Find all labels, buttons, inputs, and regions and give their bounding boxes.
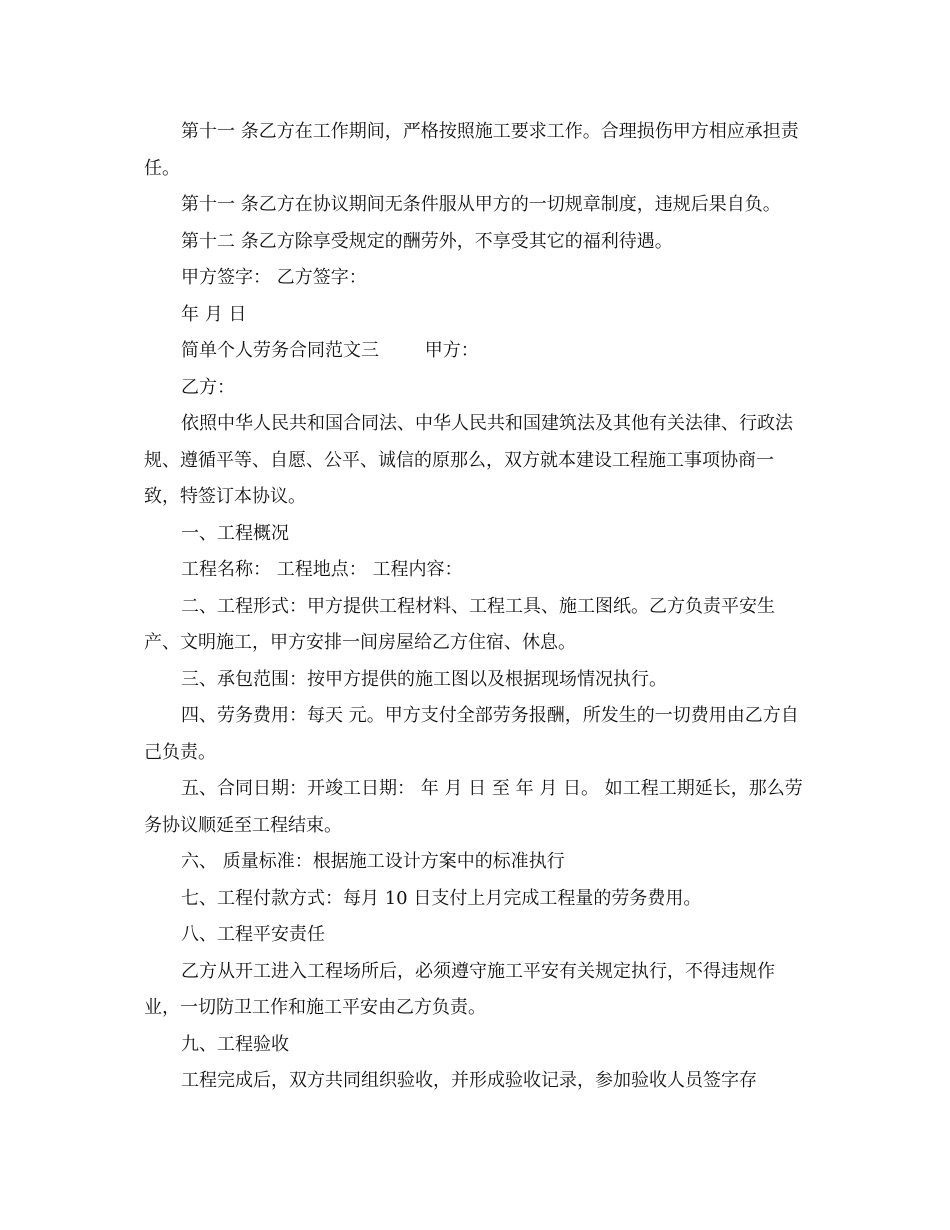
contract-title-line: 简单个人劳务合同范文三 甲方： bbox=[181, 340, 479, 361]
clause-11-work-requirements: 第十一 条乙方在工作期间，严格按照施工要求工作。合理损伤甲方相应承担责任。 bbox=[144, 121, 799, 179]
section-heading-overview: 一、工程概况 bbox=[181, 522, 289, 544]
section-quality-standard: 六、 质量标准：根据施工设计方案中的标准执行 bbox=[181, 851, 565, 872]
section-labor-fees: 四、劳务费用：每天 元。甲方支付全部劳务报酬，所发生的一切费用由乙方自己负责。 bbox=[144, 705, 799, 763]
preamble-paragraph: 依照中华人民共和国合同法、中华人民共和国建筑法及其他有关法律、行政法规、遵循平等、自愿、公平、诚信的原那么，双方就本建设工程施工事项协商一致，特签订本协议。 bbox=[144, 413, 793, 507]
project-fields-line: 工程名称： 工程地点： 工程内容： bbox=[181, 559, 463, 580]
section-contract-scope: 三、承包范围：按甲方提供的施工图以及根据现场情况执行。 bbox=[181, 668, 667, 690]
date-line: 年 月 日 bbox=[181, 303, 247, 325]
signature-line: 甲方签字： 乙方签字： bbox=[181, 267, 367, 288]
clause-12-benefits: 第十二 条乙方除享受规定的酬劳外，不享受其它的福利待遇。 bbox=[181, 230, 673, 252]
section-heading-safety: 八、工程平安责任 bbox=[181, 924, 325, 945]
section-payment-method: 七、工程付款方式：每月 10 日支付上月完成工程量的劳务费用。 bbox=[181, 887, 702, 909]
acceptance-paragraph: 工程完成后，双方共同组织验收，并形成验收记录，参加验收人员签字存 bbox=[181, 1070, 757, 1091]
clause-11-rules-compliance: 第十一 条乙方在协议期间无条件服从甲方的一切规章制度，违规后果自负。 bbox=[181, 194, 781, 215]
section-project-form: 二、工程形式：甲方提供工程材料、工程工具、施工图纸。乙方负责平安生产、文明施工，甲方安排一间房屋给乙方住宿、休息。 bbox=[144, 595, 775, 653]
party-b-line: 乙方： bbox=[181, 376, 235, 398]
section-heading-acceptance: 九、工程验收 bbox=[181, 1033, 289, 1055]
safety-paragraph: 乙方从开工进入工程场所后，必须遵守施工平安有关规定执行，不得违规作业，一切防卫工作和施工平安由乙方负责。 bbox=[144, 960, 775, 1018]
document-body bbox=[144, 114, 804, 1100]
section-contract-dates: 五、合同日期：开竣工日期： 年 月 日 至 年 月 日。 如工程工期延长，那么劳务协议顺延至工程结束。 bbox=[144, 778, 803, 836]
